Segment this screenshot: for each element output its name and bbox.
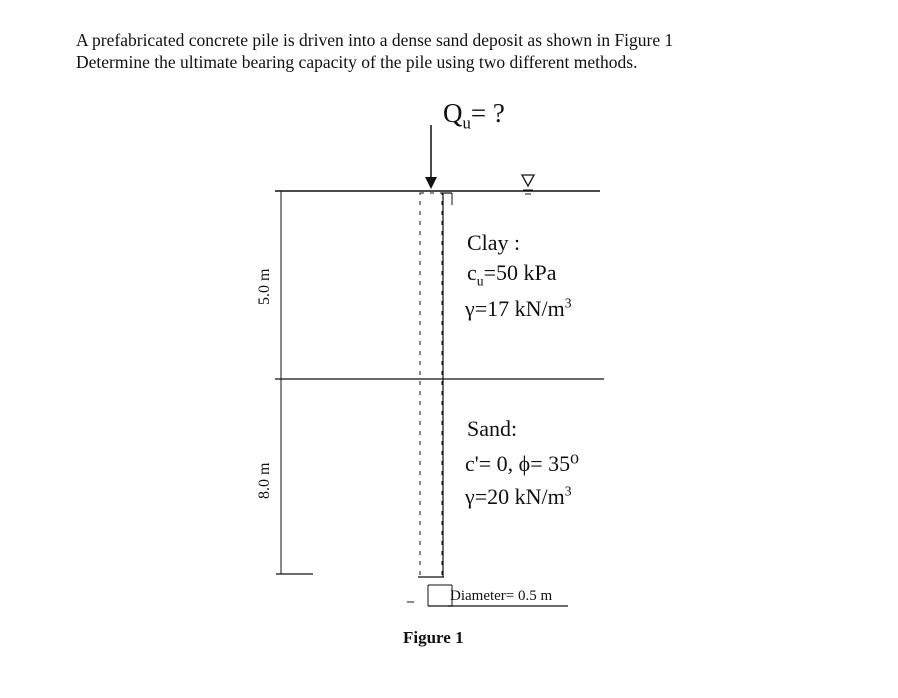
sand-gamma-pre: γ=20 kN/m bbox=[465, 484, 565, 509]
problem-line-2: Determine the ultimate bearing capacity of the pile using two different methods. bbox=[76, 52, 638, 72]
pile bbox=[418, 193, 452, 577]
clay-title: Clay : bbox=[467, 230, 521, 255]
load-q: Q bbox=[443, 98, 463, 128]
load-arrow-head bbox=[425, 177, 437, 189]
clay-cu bbox=[467, 260, 557, 289]
pile-toe-detail bbox=[407, 585, 452, 606]
load-label bbox=[443, 98, 505, 133]
load-sub: u bbox=[462, 113, 471, 133]
clay-gamma bbox=[465, 296, 572, 322]
clay-cu-pre: c bbox=[467, 260, 477, 285]
load-rest: = ? bbox=[470, 98, 505, 128]
clay-cu-sub: u bbox=[476, 273, 484, 289]
dimension-label-lower: 8.0 m bbox=[256, 462, 273, 499]
clay-cu-post: =50 kPa bbox=[483, 260, 557, 285]
sand-params: c'= 0, ϕ= 35⁰ bbox=[465, 451, 579, 476]
diameter-label: Diameter= 0.5 m bbox=[450, 588, 553, 604]
dimension-label-upper: 5.0 m bbox=[256, 268, 273, 305]
problem-line-1: A prefabricated concrete pile is driven into a dense sand deposit as shown in Figure 1 bbox=[76, 30, 674, 50]
sand-gamma bbox=[465, 484, 572, 510]
sand-gamma-sup: 3 bbox=[564, 483, 572, 499]
sand-title: Sand: bbox=[467, 416, 518, 441]
clay-gamma-pre: γ=17 kN/m bbox=[465, 296, 565, 321]
clay-gamma-sup: 3 bbox=[564, 295, 572, 311]
figure-caption: Figure 1 bbox=[403, 628, 464, 647]
